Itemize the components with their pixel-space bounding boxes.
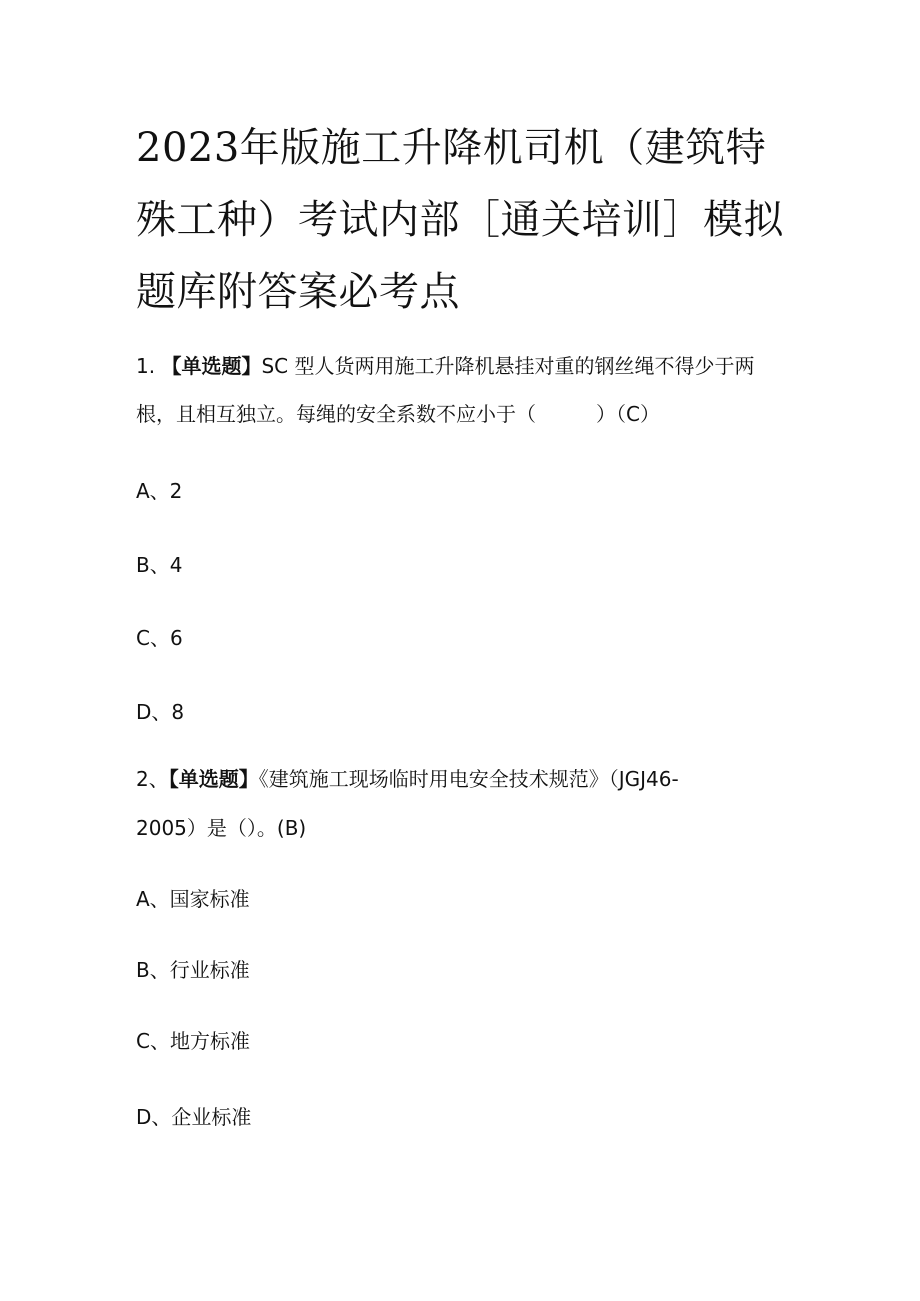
question-1-option-c: C、6 [136, 626, 183, 650]
question-2-option-b: B、行业标准 [136, 958, 250, 982]
question-2-number: 2、 [136, 767, 169, 791]
question-2-option-c: C、地方标准 [136, 1029, 250, 1053]
document-title: 2023年版施工升降机司机（建筑特殊工种）考试内部［通关培训］模拟题库附答案必考点 [136, 125, 784, 315]
question-2-stem-line-2: 2005）是（）。(B) [136, 816, 307, 840]
question-2-stem-text: 《建筑施工现场临时用电安全技术规范》（JGJ46- [258, 767, 679, 791]
question-1-stem-text: SC 型人货两用施工升降机悬挂对重的钢丝绳不得少于两 [261, 354, 755, 378]
question-1-option-d: D、8 [136, 700, 185, 724]
question-2-type-tag: 【单选题】 [168, 767, 259, 791]
question-1-number: 1. [136, 354, 162, 378]
question-2-stem-line-1 [136, 766, 679, 792]
question-2-option-d: D、企业标准 [136, 1105, 252, 1129]
question-1-stem-line-1 [136, 353, 754, 379]
question-2-option-a: A、国家标准 [136, 887, 250, 911]
question-1-stem-line-2: 根，且相互独立。每绳的安全系数不应小于（ ）（C） [136, 402, 660, 426]
question-1-option-b: B、4 [136, 553, 183, 577]
question-1-type-tag: 【单选题】 [161, 354, 262, 378]
question-1-option-a: A、2 [136, 479, 183, 503]
